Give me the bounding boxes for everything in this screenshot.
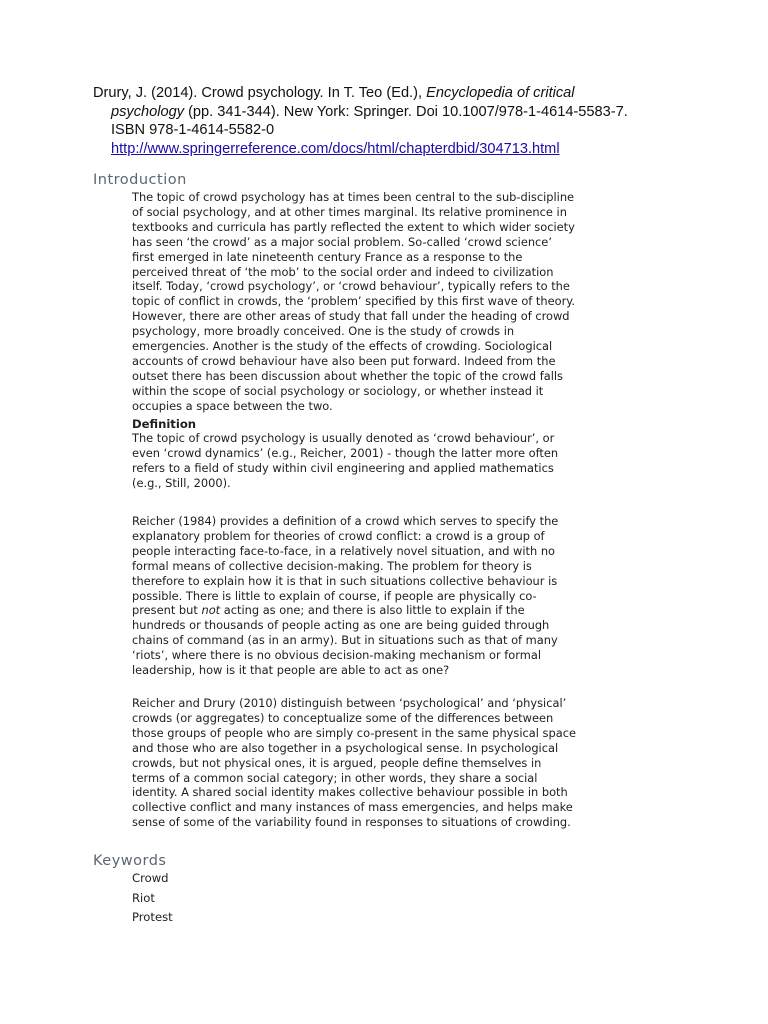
text-line: accounts of crowd behaviour have also been put forward. Indeed from the	[132, 353, 556, 368]
text-line: The topic of crowd psychology is usually denoted as ‘crowd behaviour’, or	[132, 431, 555, 445]
text-line: leadership, how is it that people are able to act as one?	[132, 663, 450, 678]
keyword-item: Crowd	[132, 871, 169, 885]
text-line: occupies a space between the two.	[132, 398, 333, 413]
introduction-heading: Introduction	[93, 172, 187, 188]
text-line: and those who are also together in a psychological sense. In psychological	[132, 740, 559, 755]
text-line: has seen ‘the crowd’ as a major social problem. So-called ‘crowd science’	[132, 234, 552, 249]
text-line: within the scope of social psychology or sociology, or whether instead it	[132, 383, 544, 398]
text-line: people interacting face-to-face, in a relatively novel situation, and with no	[132, 543, 556, 558]
citation-line-1	[93, 84, 733, 103]
text-line: hundreds or thousands of people acting as one are being guided through	[132, 618, 550, 633]
text-line: identity. A shared social identity makes collective behaviour possible in both	[132, 785, 568, 800]
definition-paragraph-2	[132, 514, 652, 678]
introduction-paragraph	[132, 190, 652, 414]
citation-text: Drury, J. (2014). Crowd psychology. In T. Teo (Ed.),	[93, 85, 427, 101]
keywords-heading: Keywords	[93, 853, 167, 869]
text-line: possible. There is little to explain of course, if people are physically co-	[132, 588, 537, 603]
text-line: formal means of collective decision-making. The problem for theory is	[132, 558, 532, 573]
text-fragment: present but	[132, 603, 202, 618]
text-line: emergencies. Another is the study of the effects of crowding. Sociological	[132, 339, 553, 354]
text-line: textbooks and curricula has partly reflected the extent to which wider society	[132, 219, 575, 234]
text-line: crowds, but not physical ones, it is argued, people define themselves in	[132, 755, 542, 770]
text-line: Reicher (1984) provides a definition of a crowd which serves to specify the	[132, 514, 559, 528]
isbn: ISBN 978-1-4614-5582-0	[111, 122, 275, 139]
text-line: explanatory problem for theories of crowd conflict: a crowd is a group of	[132, 528, 545, 543]
text-line: refers to a field of study within civil engineering and applied mathematics	[132, 460, 554, 475]
text-line: therefore to explain how it is that in such situations collective behaviour is	[132, 573, 558, 588]
text-line: Reicher and Drury (2010) distinguish between ‘psychological’ and ‘physical’	[132, 696, 567, 710]
book-title: Encyclopedia of critical	[426, 85, 575, 101]
text-line: crowds (or aggregates) to conceptualize some of the differences between	[132, 710, 554, 725]
text-line: even ‘crowd dynamics’ (e.g., Reicher, 2001) - though the latter more often	[132, 445, 559, 460]
text-fragment: acting as one; and there is also little to explain if the	[220, 603, 525, 618]
text-line: those groups of people who are simply co-present in the same physical space	[132, 725, 576, 740]
text-line: The topic of crowd psychology has at times been central to the sub-discipline	[132, 190, 575, 204]
text-line: sense of some of the variability found in responses to situations of crowding.	[132, 815, 571, 830]
text-line	[132, 603, 652, 618]
citation-text: (pp. 341-344). New York: Springer. Doi 10.1007/978-1-4614-5583-7.	[184, 103, 628, 120]
keyword-item: Riot	[132, 891, 155, 905]
citation-line-2	[93, 103, 733, 122]
text-line: topic of conflict in crowds, the ‘problem’ specified by this first wave of theory.	[132, 294, 576, 309]
text-line: chains of command (as in an army). But in situations such as that of many	[132, 633, 558, 648]
emphasis-text: not	[201, 603, 221, 618]
definition-heading: Definition	[132, 417, 197, 431]
text-line: first emerged in late nineteenth century France as a response to the	[132, 249, 523, 264]
keyword-item: Protest	[132, 910, 173, 924]
text-line: However, there are other areas of study that fall under the heading of crowd	[132, 309, 570, 324]
text-line: of social psychology, and at other times marginal. Its relative prominence in	[132, 204, 567, 219]
text-line: itself. Today, ‘crowd psychology’, or ‘crowd behaviour’, typically refers to the	[132, 279, 570, 294]
source-link[interactable]: http://www.springerreference.com/docs/html/chapterdbid/304713.html	[111, 140, 560, 157]
citation	[93, 84, 733, 158]
definition-paragraph-3	[132, 696, 652, 830]
text-line: psychology, more broadly conceived. One is the study of crowds in	[132, 324, 515, 339]
book-title-cont: psychology	[111, 103, 185, 120]
text-line: terms of a common social category; in other words, they share a social	[132, 770, 538, 785]
text-line: ‘riots’, where there is no obvious decision-making mechanism or formal	[132, 648, 541, 663]
text-line: collective conflict and many instances of mass emergencies, and helps make	[132, 800, 573, 815]
text-line: perceived threat of ‘the mob’ to the social order and indeed to civilization	[132, 264, 554, 279]
text-line: outset there has been discussion about whether the topic of the crowd falls	[132, 368, 563, 383]
definition-paragraph-1	[132, 431, 652, 491]
text-line: (e.g., Still, 2000).	[132, 475, 231, 490]
